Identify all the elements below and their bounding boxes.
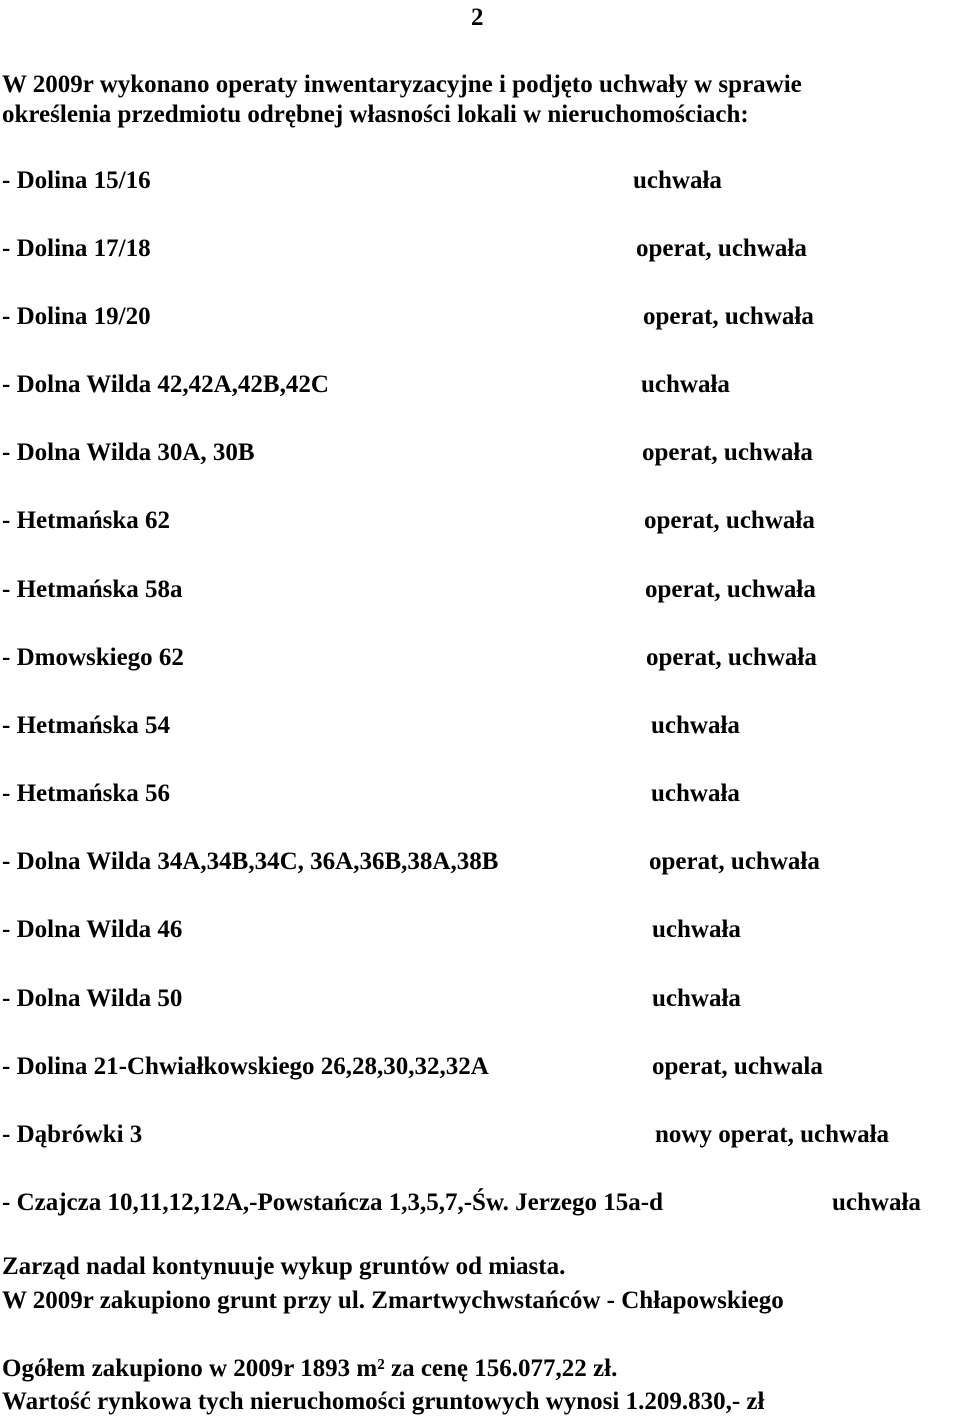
list-item [2,1120,142,1150]
property-address: - Dolina 15/16 [2,167,151,194]
property-address: - Hetmańska 56 [2,780,171,807]
property-status: operat, uchwała [643,303,814,330]
list-item [2,1188,663,1218]
property-status: operat, uchwała [644,507,815,534]
property-status: operat, uchwala [652,1053,823,1080]
list-item [2,643,184,673]
closing-line-4: Wartość rynkowa tych nieruchomości gruntowych wynosi 1.209.830,- zł [2,1388,765,1415]
property-status: uchwała [652,916,741,943]
list-item [2,575,183,605]
property-status: uchwała [633,167,722,194]
property-address: - Dolna Wilda 46 [2,916,183,943]
closing-line-2: W 2009r zakupiono grunt przy ul. Zmartwychwstańców - Chłapowskiego [2,1287,784,1314]
intro-line-2: określenia przedmiotu odrębnej własności lokali w nieruchomościach: [2,101,749,128]
property-address: - Dolina 17/18 [2,235,151,262]
list-item [2,779,170,809]
list-item [2,234,151,264]
property-address: - Dąbrówki 3 [2,1121,143,1148]
property-status: operat, uchwała [649,848,820,875]
property-address: - Czajcza 10,11,12,12A,-Powstańcza 1,3,5,7,-Św. Jerzego 15a-d [2,1189,663,1216]
list-item [2,302,151,332]
property-status: operat, uchwała [642,439,813,466]
list-item [2,984,182,1014]
property-status: uchwała [651,780,740,807]
list-item [2,166,151,196]
list-item [2,370,329,400]
property-address: - Hetmańska 62 [2,507,171,534]
list-item [2,711,170,741]
property-address: - Dolna Wilda 34A,34B,34C, 36A,36B,38A,38B [2,848,499,875]
property-address: - Dmowskiego 62 [2,644,184,671]
property-status: operat, uchwała [645,576,816,603]
property-status: operat, uchwała [636,235,807,262]
property-address: - Hetmańska 58a [2,576,183,603]
list-item [2,915,182,945]
closing-line-3: Ogółem zakupiono w 2009r 1893 m² za cenę 156.077,22 zł. [2,1355,618,1382]
intro-line-1: W 2009r wykonano operaty inwentaryzacyjne i podjęto uchwały w sprawie [2,71,802,98]
property-address: - Dolna Wilda 30A, 30B [2,439,255,466]
list-item [2,506,170,536]
property-status: nowy operat, uchwała [655,1121,890,1148]
list-item [2,847,498,877]
list-item [2,438,255,468]
property-status: uchwała [652,985,741,1012]
property-address: - Dolina 19/20 [2,303,151,330]
closing-line-1: Zarząd nadal kontynuuje wykup gruntów od miasta. [2,1253,566,1280]
page-number: 2 [471,4,484,31]
intro-paragraph [2,70,958,130]
property-address: - Dolna Wilda 42,42A,42B,42C [2,371,329,398]
property-status: operat, uchwała [646,644,817,671]
property-status: uchwała [641,371,730,398]
list-item [2,1052,489,1082]
property-address: - Dolina 21-Chwiałkowskiego 26,28,30,32,32A [2,1053,489,1080]
property-address: - Hetmańska 54 [2,712,171,739]
property-address: - Dolna Wilda 50 [2,985,183,1012]
property-status: uchwała [651,712,740,739]
property-status: uchwała [832,1189,921,1216]
